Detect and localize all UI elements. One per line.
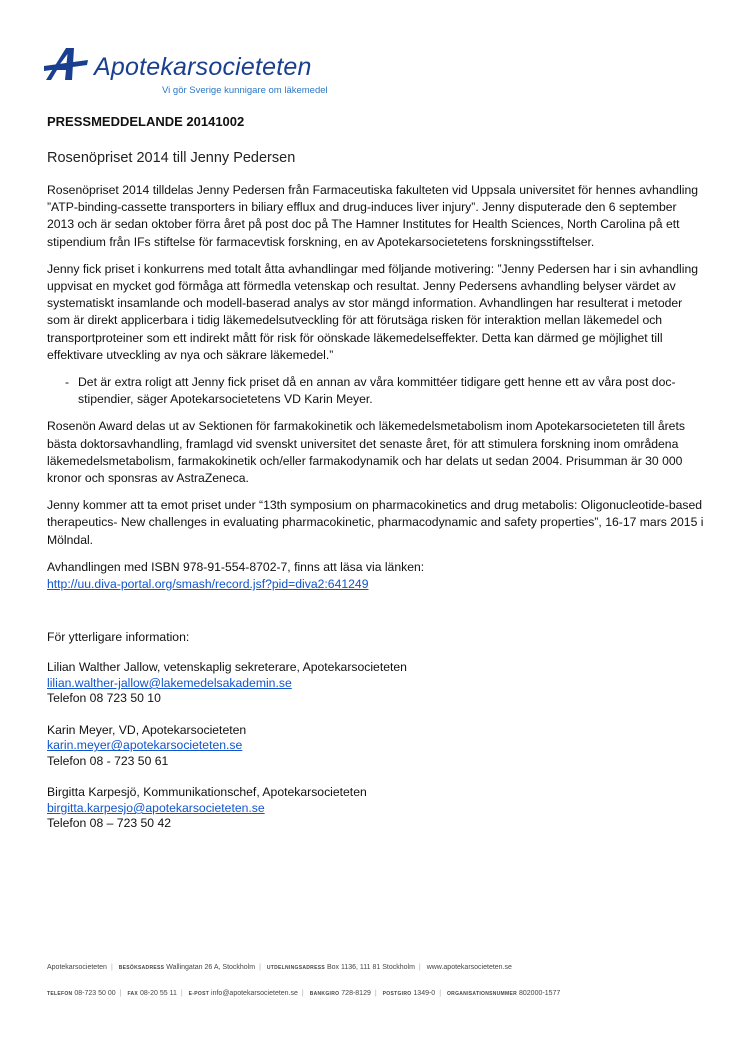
- footer-fax-label: FAX: [127, 991, 139, 997]
- contact-email-link[interactable]: birgitta.karpesjo@apotekarsocieteten.se: [47, 800, 265, 815]
- footer-email-label: E-POST: [188, 991, 210, 997]
- bullet-text: Det är extra roligt att Jenny fick priset då en annan av våra kommittéer tidigare gett henne ett av våra post doc-stipendier, säger Apotekarsocietetens VD Karin Meyer.: [78, 375, 676, 407]
- footer-mail-label: UTDELNINGSADRESS: [266, 965, 325, 971]
- footer-visit-label: BESÖKSADRESS: [118, 965, 165, 971]
- pharmacy-a-logo-icon: [44, 44, 92, 84]
- isbn-paragraph: [47, 559, 707, 593]
- contact-card: [47, 785, 707, 832]
- contact-phone: Telefon 08 723 50 10: [47, 691, 161, 706]
- footer-visit: Wallingatan 26 A, Stockholm: [166, 964, 256, 971]
- footer-email[interactable]: info@apotekarsocieteten.se: [211, 990, 298, 997]
- article-body: [47, 182, 707, 848]
- contact-email-link[interactable]: lilian.walther-jallow@lakemedelsakademin.se: [47, 675, 292, 690]
- press-release-heading: PRESSMEDDELANDE 20141002: [47, 114, 245, 129]
- footer-orgnr: 802000-1577: [519, 990, 561, 997]
- contact-phone: Telefon 08 – 723 50 42: [47, 816, 172, 831]
- footer-contact-line: TELEFON 08-723 50 00 | FAX 08-20 55 11 | E-POST info@apotekarsocieteten.se | BANKGIRO 728-8129 | POSTGIRO 1349-0 | ORGANISATIONSNUMMER 802000-1577: [47, 990, 561, 997]
- footer-phone: 08-723 50 00: [74, 990, 116, 997]
- contact-card: [47, 660, 707, 707]
- page-title: Rosenöpriset 2014 till Jenny Pedersen: [47, 150, 296, 166]
- paragraph: Jenny kommer att ta emot priset under “13th symposium on pharmacokinetics and drug metabolis: Oligonucleotide-based therapeutics- New challenges in evaluating pharmacokinetic, pharmacodynamic and safety properties”, 16-17 mars 2015 i Mölndal.: [47, 498, 704, 547]
- more-info-label: För ytterligare information:: [47, 630, 190, 645]
- paragraph: Rosenöpriset 2014 tilldelas Jenny Pedersen från Farmaceutiska fakulteten vid Uppsala universitet för hennes avhandling ”ATP-binding-cassette transporters in biliary efflux and drug-induces liver injury”. Jenny disputerade den 6 september 2013 och är sedan oktober förra året på post doc på The Hamner Institutes for Health Sciences, North Carolina på ett stipendium från IFs stiftelse för farmacevtisk forskning, en av Apotekarsocietetens forskningsstiftelser.: [47, 183, 699, 249]
- paragraph: Jenny fick priset i konkurrens med totalt åtta avhandlingar med följande motivering: ”Jenny Pedersen har i sin avhandling uppvisat en mycket god förmåga att förmedla vetenskap och resultat. Jenny Pedersens avhandling belyser värdet av systematiskt insamlande och modell-baserad analys av stor mängd information. Avhandlingen har resulterat i metoder som är direkt applicerbara i tidig läkemedelsutveckling för att förutsäga risken för interaktion mellan läkemedel och transportproteiner som ett indirekt mått för risk för oönskade läkemedelseffekter. Detta kan därmed ge möjlighet till effektivare utveckling av nya och säkrare läkemedel.”: [47, 261, 699, 362]
- footer-address-line: Apotekarsocieteten | BESÖKSADRESS Wallingatan 26 A, Stockholm | UTDELNINGSADRESS Box 1136, 111 81 Stockholm | www.apotekarsocieteten.se: [47, 964, 512, 971]
- quote-bullet: [47, 374, 707, 408]
- brand-name: Apotekarsocieteten: [94, 53, 312, 81]
- bullet-dash: -: [65, 375, 70, 390]
- footer-fax: 08-20 55 11: [140, 990, 177, 997]
- contact-phone: Telefon 08 - 723 50 61: [47, 753, 169, 768]
- footer-phone-label: TELEFON: [47, 991, 73, 997]
- footer-org: Apotekarsocieteten: [47, 964, 107, 971]
- contact-name: Birgitta Karpesjö, Kommunikationschef, Apotekarsocieteten: [47, 785, 367, 800]
- footer-mail: Box 1136, 111 81 Stockholm: [326, 964, 415, 971]
- contact-card: [47, 723, 707, 770]
- footer-bankgiro: 728-8129: [341, 990, 371, 997]
- isbn-text: Avhandlingen med ISBN 978-91-554-8702-7, finns att läsa via länken:: [47, 559, 425, 574]
- brand-tagline: Vi gör Sverige kunnigare om läkemedel: [162, 85, 328, 96]
- footer-orgnr-label: ORGANISATIONSNUMMER: [446, 991, 518, 997]
- paragraph: Rosenön Award delas ut av Sektionen för farmakokinetik och läkemedelsmetabolism inom Apotekarsocieteten till årets bästa doktorsavhandling, framlagd vid svenskt universitet det senaste året, för att stimulera forskning inom områdena läkemedelsmetabolism, farmakokinetik och/eller farmakodynamik och har delats ut sedan 2004. Prisumman är 30 000 kronor och sponsras av AstraZeneca.: [47, 419, 685, 486]
- footer-postgiro: 1349-0: [413, 990, 436, 997]
- thesis-link[interactable]: http://uu.diva-portal.org/smash/record.jsf?pid=diva2:641249: [47, 577, 369, 592]
- contact-email-link[interactable]: karin.meyer@apotekarsocieteten.se: [47, 738, 243, 753]
- contact-name: Karin Meyer, VD, Apotekarsocieteten: [47, 722, 247, 737]
- footer-bankgiro-label: BANKGIRO: [309, 991, 340, 997]
- contact-name: Lilian Walther Jallow, vetenskaplig sekreterare, Apotekarsocieteten: [47, 660, 407, 675]
- footer-web[interactable]: www.apotekarsocieteten.se: [426, 964, 512, 971]
- footer-postgiro-label: POSTGIRO: [382, 991, 412, 997]
- brand-logo: [44, 44, 344, 100]
